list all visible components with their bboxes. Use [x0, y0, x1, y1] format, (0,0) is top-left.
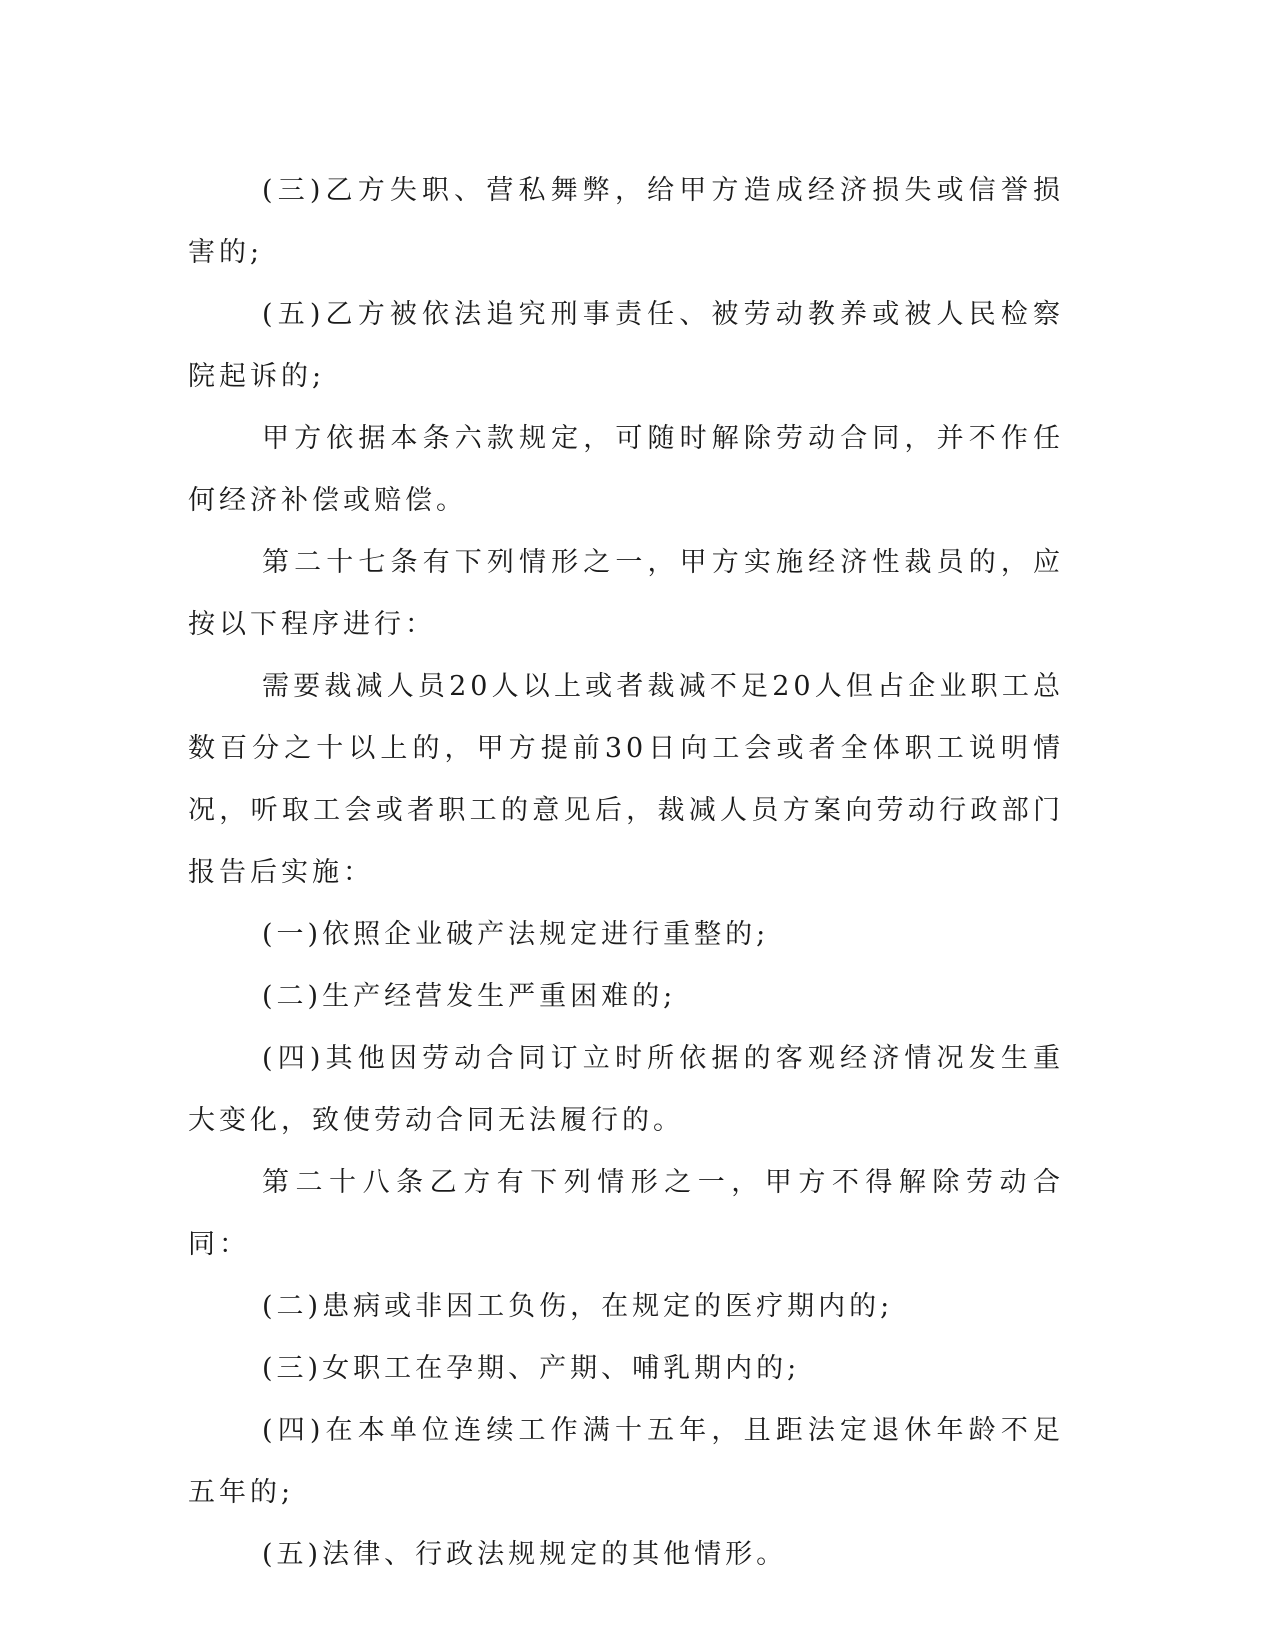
paragraph-item-5-other: (五)法律、行政法规规定的其他情形。 [262, 1539, 788, 1570]
paragraph-item-4-long-service: (四)在本单位连续工作满十五年，且距法定退休年龄不足五年的; [188, 1415, 1064, 1508]
paragraph-item-3-pregnancy: (三)女职工在孕期、产期、哺乳期内的; [262, 1353, 801, 1384]
paragraph-item-2-illness: (二)患病或非因工负伤，在规定的医疗期内的; [262, 1291, 894, 1322]
paragraph-article-28: 第二十八条乙方有下列情形之一，甲方不得解除劳动合同： [188, 1167, 1064, 1260]
paragraph-item-1-reorganization: (一)依照企业破产法规定进行重整的; [262, 919, 770, 950]
document-body [188, 160, 1064, 1586]
paragraph-item-2-operating-difficulty: (二)生产经营发生严重困难的; [262, 981, 677, 1012]
paragraph-item-5-criminal-liability: (五)乙方被依法追究刑事责任、被劳动教养或被人民检察院起诉的; [188, 299, 1064, 392]
paragraph-article-27: 第二十七条有下列情形之一，甲方实施经济性裁员的，应按以下程序进行： [188, 547, 1064, 640]
paragraph-item-3-misconduct: (三)乙方失职、营私舞弊，给甲方造成经济损失或信誉损害的; [188, 175, 1064, 268]
paragraph-layoff-procedure: 需要裁减人员20人以上或者裁减不足20人但占企业职工总数百分之十以上的，甲方提前30日向工会或者全体职工说明情况，听取工会或者职工的意见后，裁减人员方案向劳动行政部门报告后实施： [188, 671, 1064, 888]
paragraph-item-4-circumstance-change: (四)其他因劳动合同订立时所依据的客观经济情况发生重大变化，致使劳动合同无法履行的。 [188, 1043, 1064, 1136]
paragraph-termination-no-compensation: 甲方依据本条六款规定，可随时解除劳动合同，并不作任何经济补偿或赔偿。 [188, 423, 1064, 516]
